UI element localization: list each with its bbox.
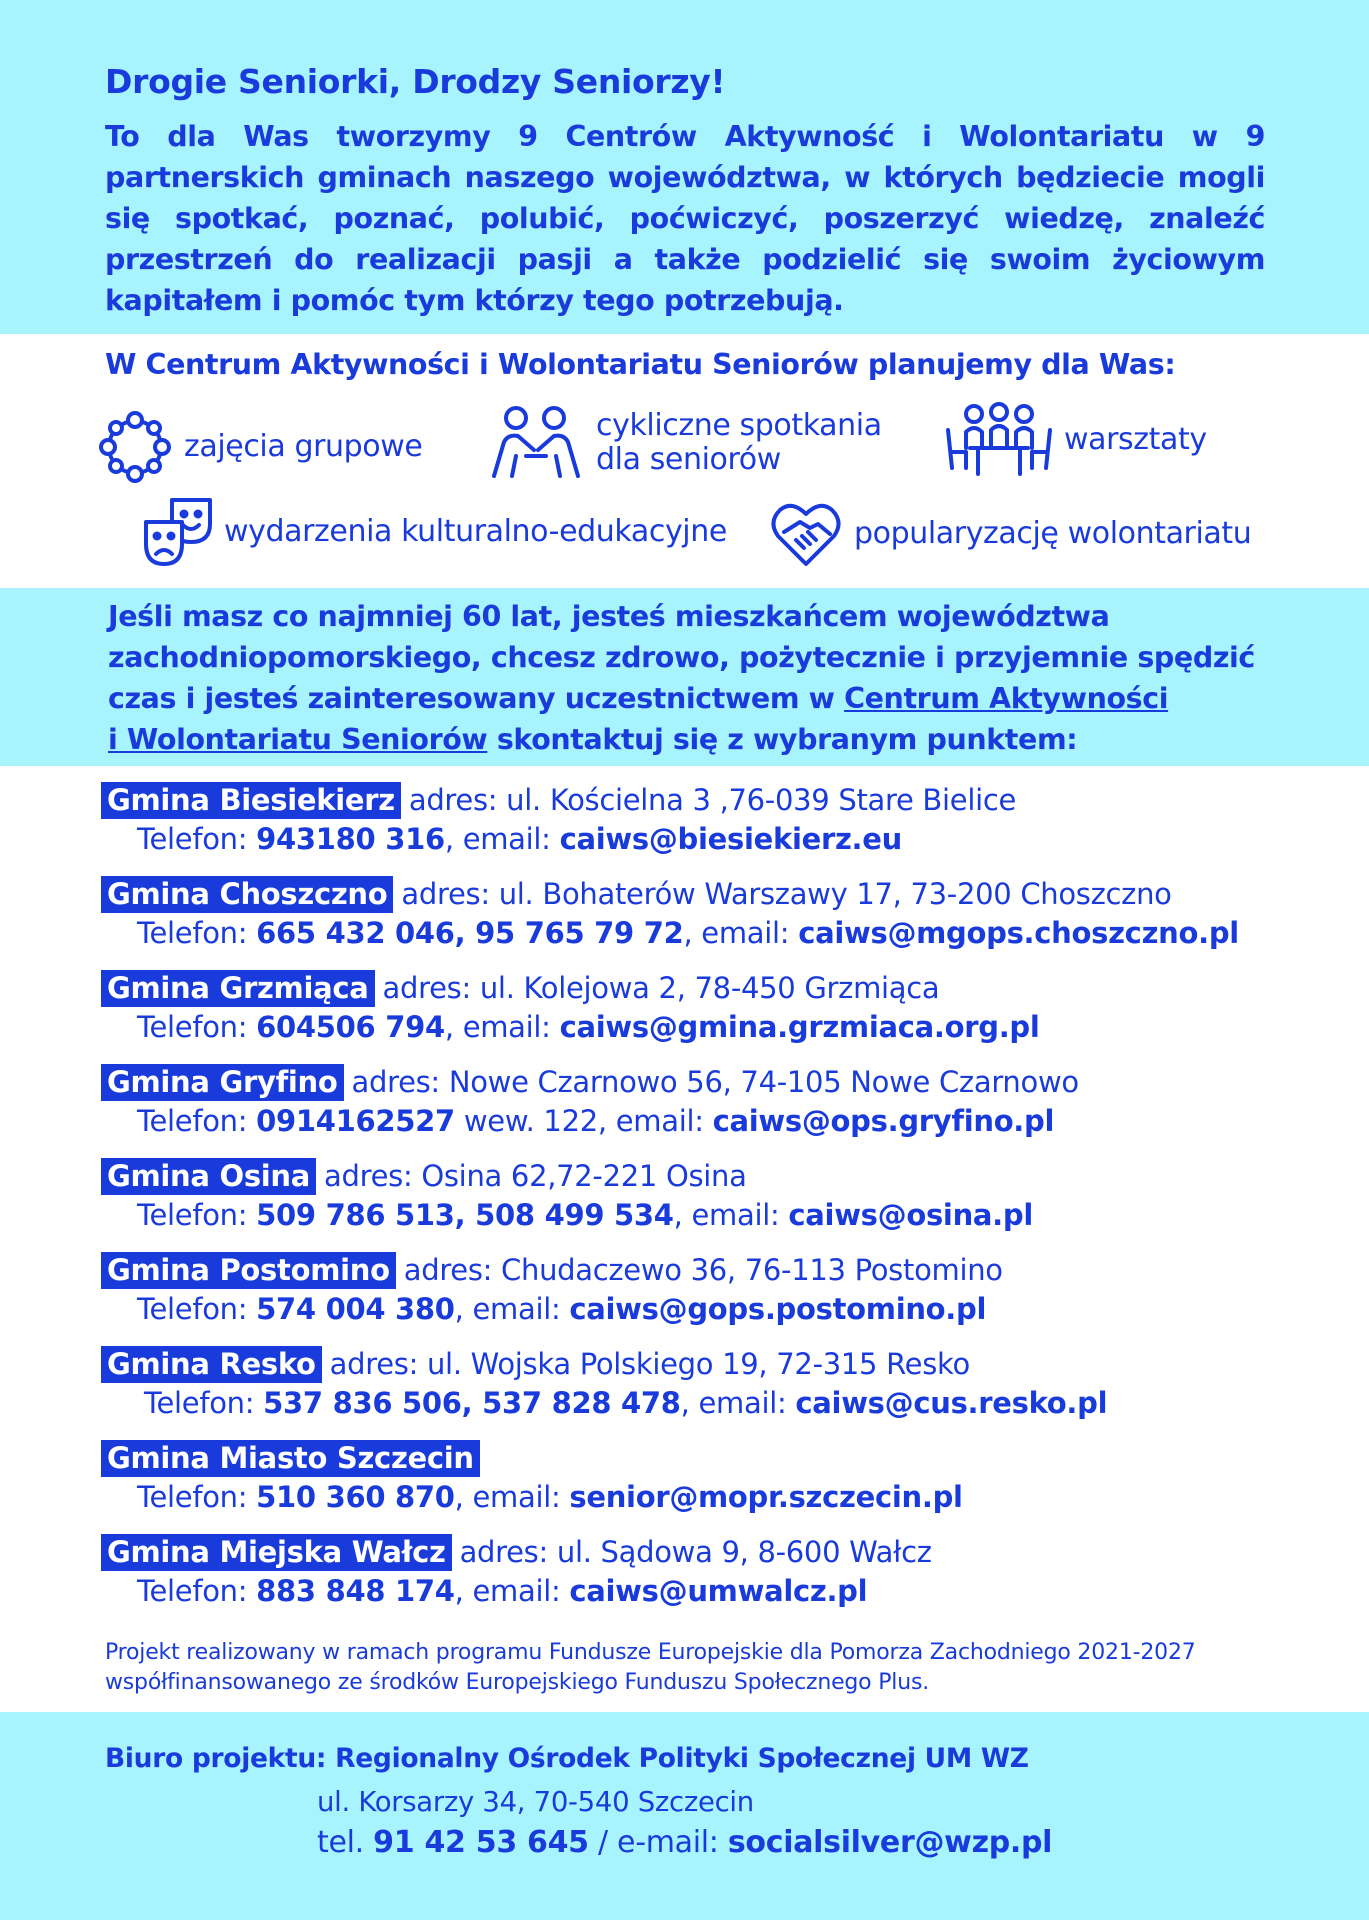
email-label: , email: — [454, 1480, 561, 1514]
feature-label: wydarzenia kulturalno-edukacyjne — [224, 514, 727, 549]
feature-label-line1: cykliczne spotkania — [596, 408, 882, 443]
email-label: , email: — [680, 1386, 787, 1420]
address-text: adres: ul. Kolejowa 2, 78-450 Grzmiąca — [382, 971, 940, 1005]
page-title: Drogie Seniorki, Drodzy Seniorzy! — [105, 62, 726, 101]
contact-entry — [101, 782, 1341, 876]
group-circle-icon — [98, 410, 172, 484]
email-link[interactable]: caiws@gops.postomino.pl — [569, 1292, 987, 1326]
address-text: adres: ul. Kościelna 3 ,76-039 Stare Bielice — [408, 783, 1017, 817]
office-contact — [317, 1825, 1052, 1860]
email-link[interactable]: caiws@osina.pl — [788, 1198, 1033, 1232]
phone-label: Telefon: — [144, 1386, 255, 1420]
email-link[interactable]: senior@mopr.szczecin.pl — [569, 1480, 963, 1514]
contact-entry — [101, 1158, 1341, 1252]
centrum-link-line2[interactable]: i Wolontariatu Seniorów — [108, 723, 488, 756]
contact-entry — [101, 1534, 1341, 1628]
office-title: Biuro projektu: Regionalny Ośrodek Polityki Społecznej UM WZ — [105, 1743, 1029, 1774]
footnote-line1: Projekt realizowany w ramach programu Fundusze Europejskie dla Pomorza Zachodniego 2021-2027 — [105, 1640, 1196, 1665]
contact-entry — [101, 1064, 1341, 1158]
office-address: ul. Korsarzy 34, 70-540 Szczecin — [317, 1786, 754, 1818]
contact-entry — [101, 1346, 1341, 1440]
gmina-badge: Gmina Resko — [101, 1346, 322, 1383]
phone-number[interactable]: 883 848 174 — [256, 1574, 455, 1608]
phone-number[interactable]: 509 786 513, 508 499 534 — [256, 1198, 674, 1232]
footnote-line2: współfinansowanego ze środków Europejskiego Funduszu Społecznego Plus. — [105, 1670, 930, 1695]
workshop-table-icon — [944, 402, 1054, 478]
gmina-badge: Gmina Miejska Wałcz — [101, 1534, 452, 1571]
office-email[interactable]: socialsilver@wzp.pl — [727, 1825, 1053, 1860]
gmina-badge: Gmina Choszczno — [101, 876, 393, 913]
phone-number[interactable]: 537 836 506, 537 828 478 — [263, 1386, 681, 1420]
funding-footnote — [105, 1638, 1325, 1698]
phone-number[interactable]: 665 432 046, 95 765 79 72 — [256, 916, 684, 950]
feature-label-line2: dla seniorów — [596, 442, 781, 477]
contacts-list — [101, 782, 1341, 1628]
centrum-link[interactable]: Centrum Aktywności — [844, 682, 1169, 715]
meeting-people-icon — [488, 404, 584, 482]
email-label: , email: — [444, 822, 551, 856]
feature-meetings — [488, 404, 882, 482]
address-text: adres: ul. Bohaterów Warszawy 17, 73-200 Choszczno — [401, 877, 1172, 911]
plan-heading: W Centrum Aktywności i Wolontariatu Seniorów planujemy dla Was: — [105, 348, 1176, 381]
address-text: adres: ul. Sądowa 9, 8-600 Wałcz — [459, 1535, 932, 1569]
theater-masks-icon — [142, 496, 214, 568]
email-link[interactable]: caiws@gmina.grzmiaca.org.pl — [559, 1010, 1040, 1044]
eligibility-intro: Jeśli masz co najmniej 60 lat, jesteś mieszkańcem województwa zachodniopomorskiego, chcesz zdrowo, pożytecznie i przyjemnie spędzić czas i jesteś zainteresowany uczestnictwem w — [108, 600, 1255, 715]
feature-volunteering — [770, 500, 1251, 568]
phone-label: Telefon: — [137, 1104, 248, 1138]
feature-cultural-events — [142, 496, 727, 568]
feature-label: warsztaty — [1064, 422, 1207, 457]
email-link[interactable]: caiws@ops.gryfino.pl — [712, 1104, 1055, 1138]
contact-entry — [101, 876, 1341, 970]
email-label: , email: — [444, 1010, 551, 1044]
feature-label: zajęcia grupowe — [184, 429, 423, 464]
phone-label: Telefon: — [137, 1292, 248, 1326]
phone-label: Telefon: — [137, 916, 248, 950]
phone-label: Telefon: — [137, 1480, 248, 1514]
feature-label: popularyzację wolontariatu — [854, 516, 1252, 551]
feature-workshops — [944, 402, 1207, 478]
contact-entry — [101, 1440, 1341, 1534]
gmina-badge: Gmina Postomino — [101, 1252, 396, 1289]
email-label: , email: — [683, 916, 790, 950]
email-label: , email: — [454, 1574, 561, 1608]
phone-extra: wew. 122 — [454, 1104, 598, 1138]
eligibility-outro: skontaktuj się z wybranym punktem: — [487, 723, 1078, 756]
gmina-badge: Gmina Osina — [101, 1158, 316, 1195]
gmina-badge: Gmina Grzmiąca — [101, 970, 375, 1007]
address-text: adres: Nowe Czarnowo 56, 74-105 Nowe Czarnowo — [351, 1065, 1079, 1099]
email-link[interactable]: caiws@mgops.choszczno.pl — [798, 916, 1239, 950]
email-label: , email: — [673, 1198, 780, 1232]
address-text: adres: ul. Wojska Polskiego 19, 72-315 Resko — [329, 1347, 970, 1381]
address-text: adres: Osina 62,72-221 Osina — [324, 1159, 747, 1193]
gmina-badge: Gmina Biesiekierz — [101, 782, 401, 819]
gmina-badge: Gmina Miasto Szczecin — [101, 1440, 480, 1477]
feature-group-activities — [98, 410, 422, 484]
phone-number[interactable]: 604506 794 — [256, 1010, 445, 1044]
phone-number[interactable]: 0914162527 — [256, 1104, 455, 1138]
contact-entry — [101, 1252, 1341, 1346]
phone-number[interactable]: 510 360 870 — [256, 1480, 455, 1514]
phone-number[interactable]: 574 004 380 — [256, 1292, 455, 1326]
phone-number[interactable]: 943180 316 — [256, 822, 445, 856]
email-link[interactable]: caiws@cus.resko.pl — [795, 1386, 1108, 1420]
contact-entry — [101, 970, 1341, 1064]
phone-label: Telefon: — [137, 1198, 248, 1232]
email-label: , email: — [454, 1292, 561, 1326]
heart-handshake-icon — [770, 500, 842, 568]
phone-label: Telefon: — [137, 1010, 248, 1044]
intro-text: To dla Was tworzymy 9 Centrów Aktywność i Wolontariatu w 9 partnerskich gminach naszego województwa, w których będziecie mogli się spotkać, poznać, polubić, poćwiczyć, poszerzyć wiedzę, znaleźć przestrzeń do realizacji pasji a także podzielić się swoim życiowym kapitałem i pomóc tym którzy tego potrzebują. — [105, 120, 1265, 317]
phone-label: Telefon: — [137, 1574, 257, 1608]
address-text: adres: Chudaczewo 36, 76-113 Postomino — [403, 1253, 1003, 1287]
email-link[interactable]: caiws@biesiekierz.eu — [559, 822, 902, 856]
phone-label: Telefon: — [137, 822, 248, 856]
email-link[interactable]: caiws@umwalcz.pl — [569, 1574, 868, 1608]
eligibility-text — [108, 596, 1308, 760]
office-separator: / e-mail: — [588, 1825, 719, 1860]
office-phone[interactable]: 91 42 53 645 — [373, 1825, 589, 1860]
gmina-badge: Gmina Gryfino — [101, 1064, 344, 1101]
tel-label: tel. — [317, 1825, 364, 1860]
email-label: , email: — [597, 1104, 704, 1138]
